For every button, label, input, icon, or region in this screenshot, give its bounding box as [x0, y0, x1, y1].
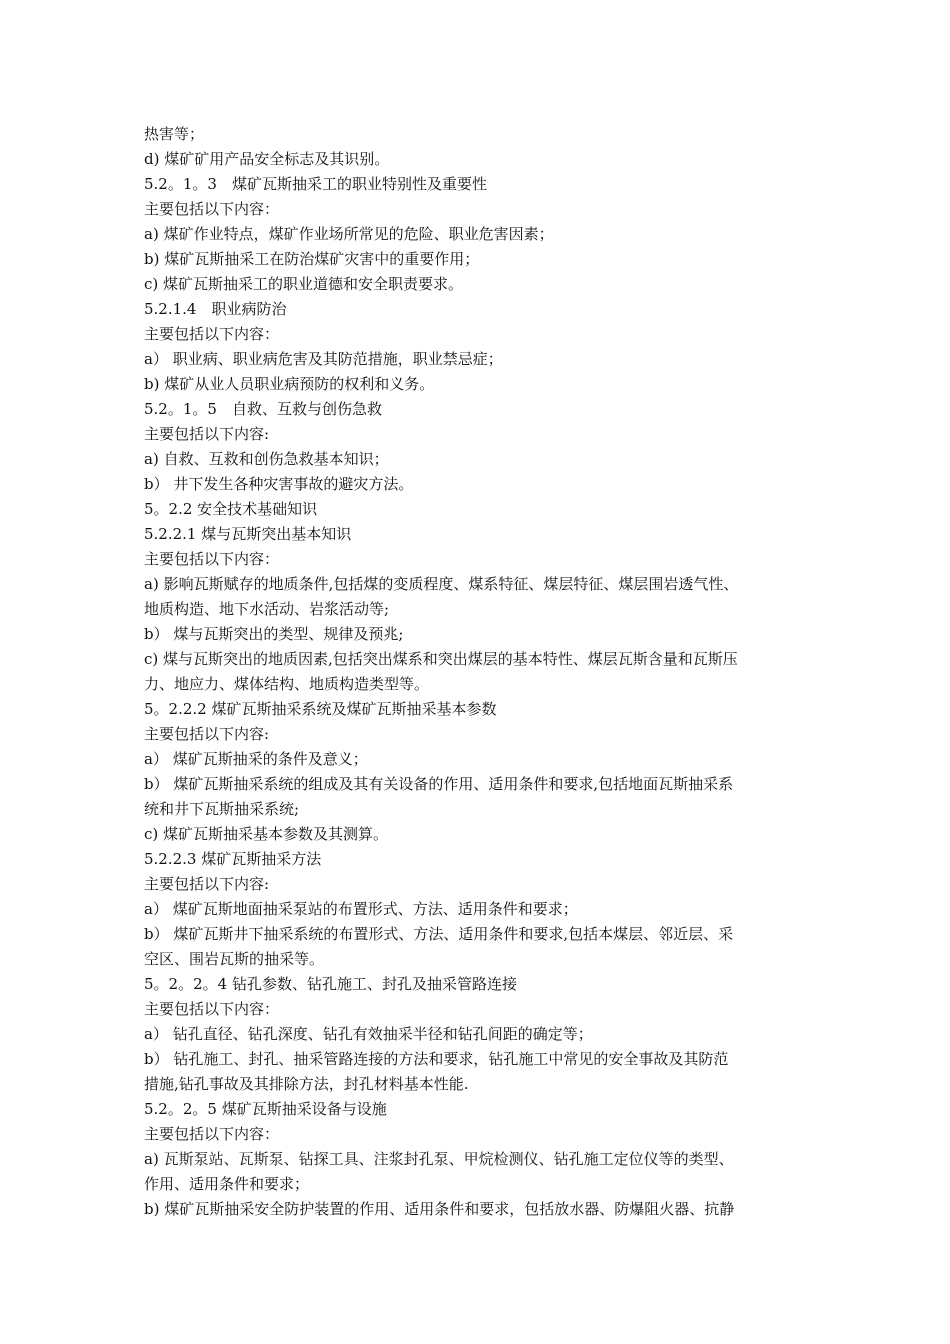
list-item-continuation: 作用、适用条件和要求；	[144, 1175, 310, 1193]
list-item: c) 煤矿瓦斯抽采工的职业道德和安全职责要求。	[144, 275, 464, 293]
list-item-continuation: 空区、围岩瓦斯的抽采等。	[144, 950, 325, 968]
intro-line: 主要包括以下内容：	[144, 550, 280, 568]
list-item-continuation: 措施,钻孔事故及其排除方法，封孔材料基本性能.	[144, 1075, 469, 1093]
list-item: a) 瓦斯泵站、瓦斯泵、钻探工具、注浆封孔泵、甲烷检测仪、钻孔施工定位仪等的类型、	[144, 1150, 734, 1168]
intro-line: 主要包括以下内容：	[144, 1000, 280, 1018]
document-body	[144, 122, 812, 1222]
intro-line: 主要包括以下内容：	[144, 200, 280, 218]
list-item: a） 煤矿瓦斯地面抽采泵站的布置形式、方法、适用条件和要求；	[144, 900, 578, 918]
list-item: d) 煤矿矿用产品安全标志及其识别。	[144, 150, 390, 168]
intro-line: 主要包括以下内容：	[144, 1125, 280, 1143]
list-item: c) 煤与瓦斯突出的地质因素,包括突出煤系和突出煤层的基本特性、煤层瓦斯含量和瓦斯压	[144, 650, 738, 668]
list-item: b) 煤矿瓦斯抽采工在防治煤矿灾害中的重要作用；	[144, 250, 480, 268]
list-item: a） 职业病、职业病危害及其防范措施，职业禁忌症；	[144, 350, 503, 368]
section-heading: 5。2.2 安全技术基础知识	[144, 500, 318, 518]
section-heading: 5。2。2。4 钻孔参数、钻孔施工、封孔及抽采管路连接	[144, 975, 517, 993]
list-item: b） 煤与瓦斯突出的类型、规律及预兆;	[144, 625, 404, 643]
section-heading: 5。2.2.2 煤矿瓦斯抽采系统及煤矿瓦斯抽采基本参数	[144, 700, 497, 718]
list-item: b） 煤矿瓦斯抽采系统的组成及其有关设备的作用、适用条件和要求,包括地面瓦斯抽采系	[144, 775, 734, 793]
list-item: a） 钻孔直径、钻孔深度、钻孔有效抽采半径和钻孔间距的确定等；	[144, 1025, 593, 1043]
intro-line: 主要包括以下内容：	[144, 325, 280, 343]
list-item: c) 煤矿瓦斯抽采基本参数及其测算。	[144, 825, 389, 843]
list-item-continuation: 统和井下瓦斯抽采系统;	[144, 800, 300, 818]
list-item: a) 自救、互救和创伤急救基本知识；	[144, 450, 389, 468]
list-item-continuation: 力、地应力、煤体结构、地质构造类型等。	[144, 675, 430, 693]
text-line: 热害等；	[144, 125, 205, 143]
list-item: b） 煤矿瓦斯井下抽采系统的布置形式、方法、适用条件和要求,包括本煤层、邻近层、采	[144, 925, 734, 943]
list-item: b) 煤矿瓦斯抽采安全防护装置的作用、适用条件和要求，包括放水器、防爆阻火器、抗静	[144, 1200, 735, 1218]
list-item-continuation: 地质构造、地下水活动、岩浆活动等;	[144, 600, 390, 618]
section-heading: 5.2。2。5 煤矿瓦斯抽采设备与设施	[144, 1100, 387, 1118]
section-heading: 5.2.2.1 煤与瓦斯突出基本知识	[144, 525, 352, 543]
intro-line: 主要包括以下内容:	[144, 875, 270, 893]
list-item: b） 井下发生各种灾害事故的避灾方法。	[144, 475, 414, 493]
section-heading: 5.2。1。3 煤矿瓦斯抽采工的职业特别性及重要性	[144, 175, 487, 193]
list-item: b） 钻孔施工、封孔、抽采管路连接的方法和要求，钻孔施工中常见的安全事故及其防范	[144, 1050, 729, 1068]
list-item: b) 煤矿从业人员职业病预防的权利和义务。	[144, 375, 435, 393]
list-item: a) 影响瓦斯赋存的地质条件,包括煤的变质程度、煤系特征、煤层特征、煤层围岩透气性、	[144, 575, 739, 593]
intro-line: 主要包括以下内容:	[144, 425, 270, 443]
intro-line: 主要包括以下内容:	[144, 725, 270, 743]
list-item: a) 煤矿作业特点，煤矿作业场所常见的危险、职业危害因素；	[144, 225, 554, 243]
section-heading: 5.2.1.4 职业病防治	[144, 300, 287, 318]
section-heading: 5.2。1。5 自救、互救与创伤急救	[144, 400, 382, 418]
section-heading: 5.2.2.3 煤矿瓦斯抽采方法	[144, 850, 322, 868]
list-item: a） 煤矿瓦斯抽采的条件及意义；	[144, 750, 368, 768]
